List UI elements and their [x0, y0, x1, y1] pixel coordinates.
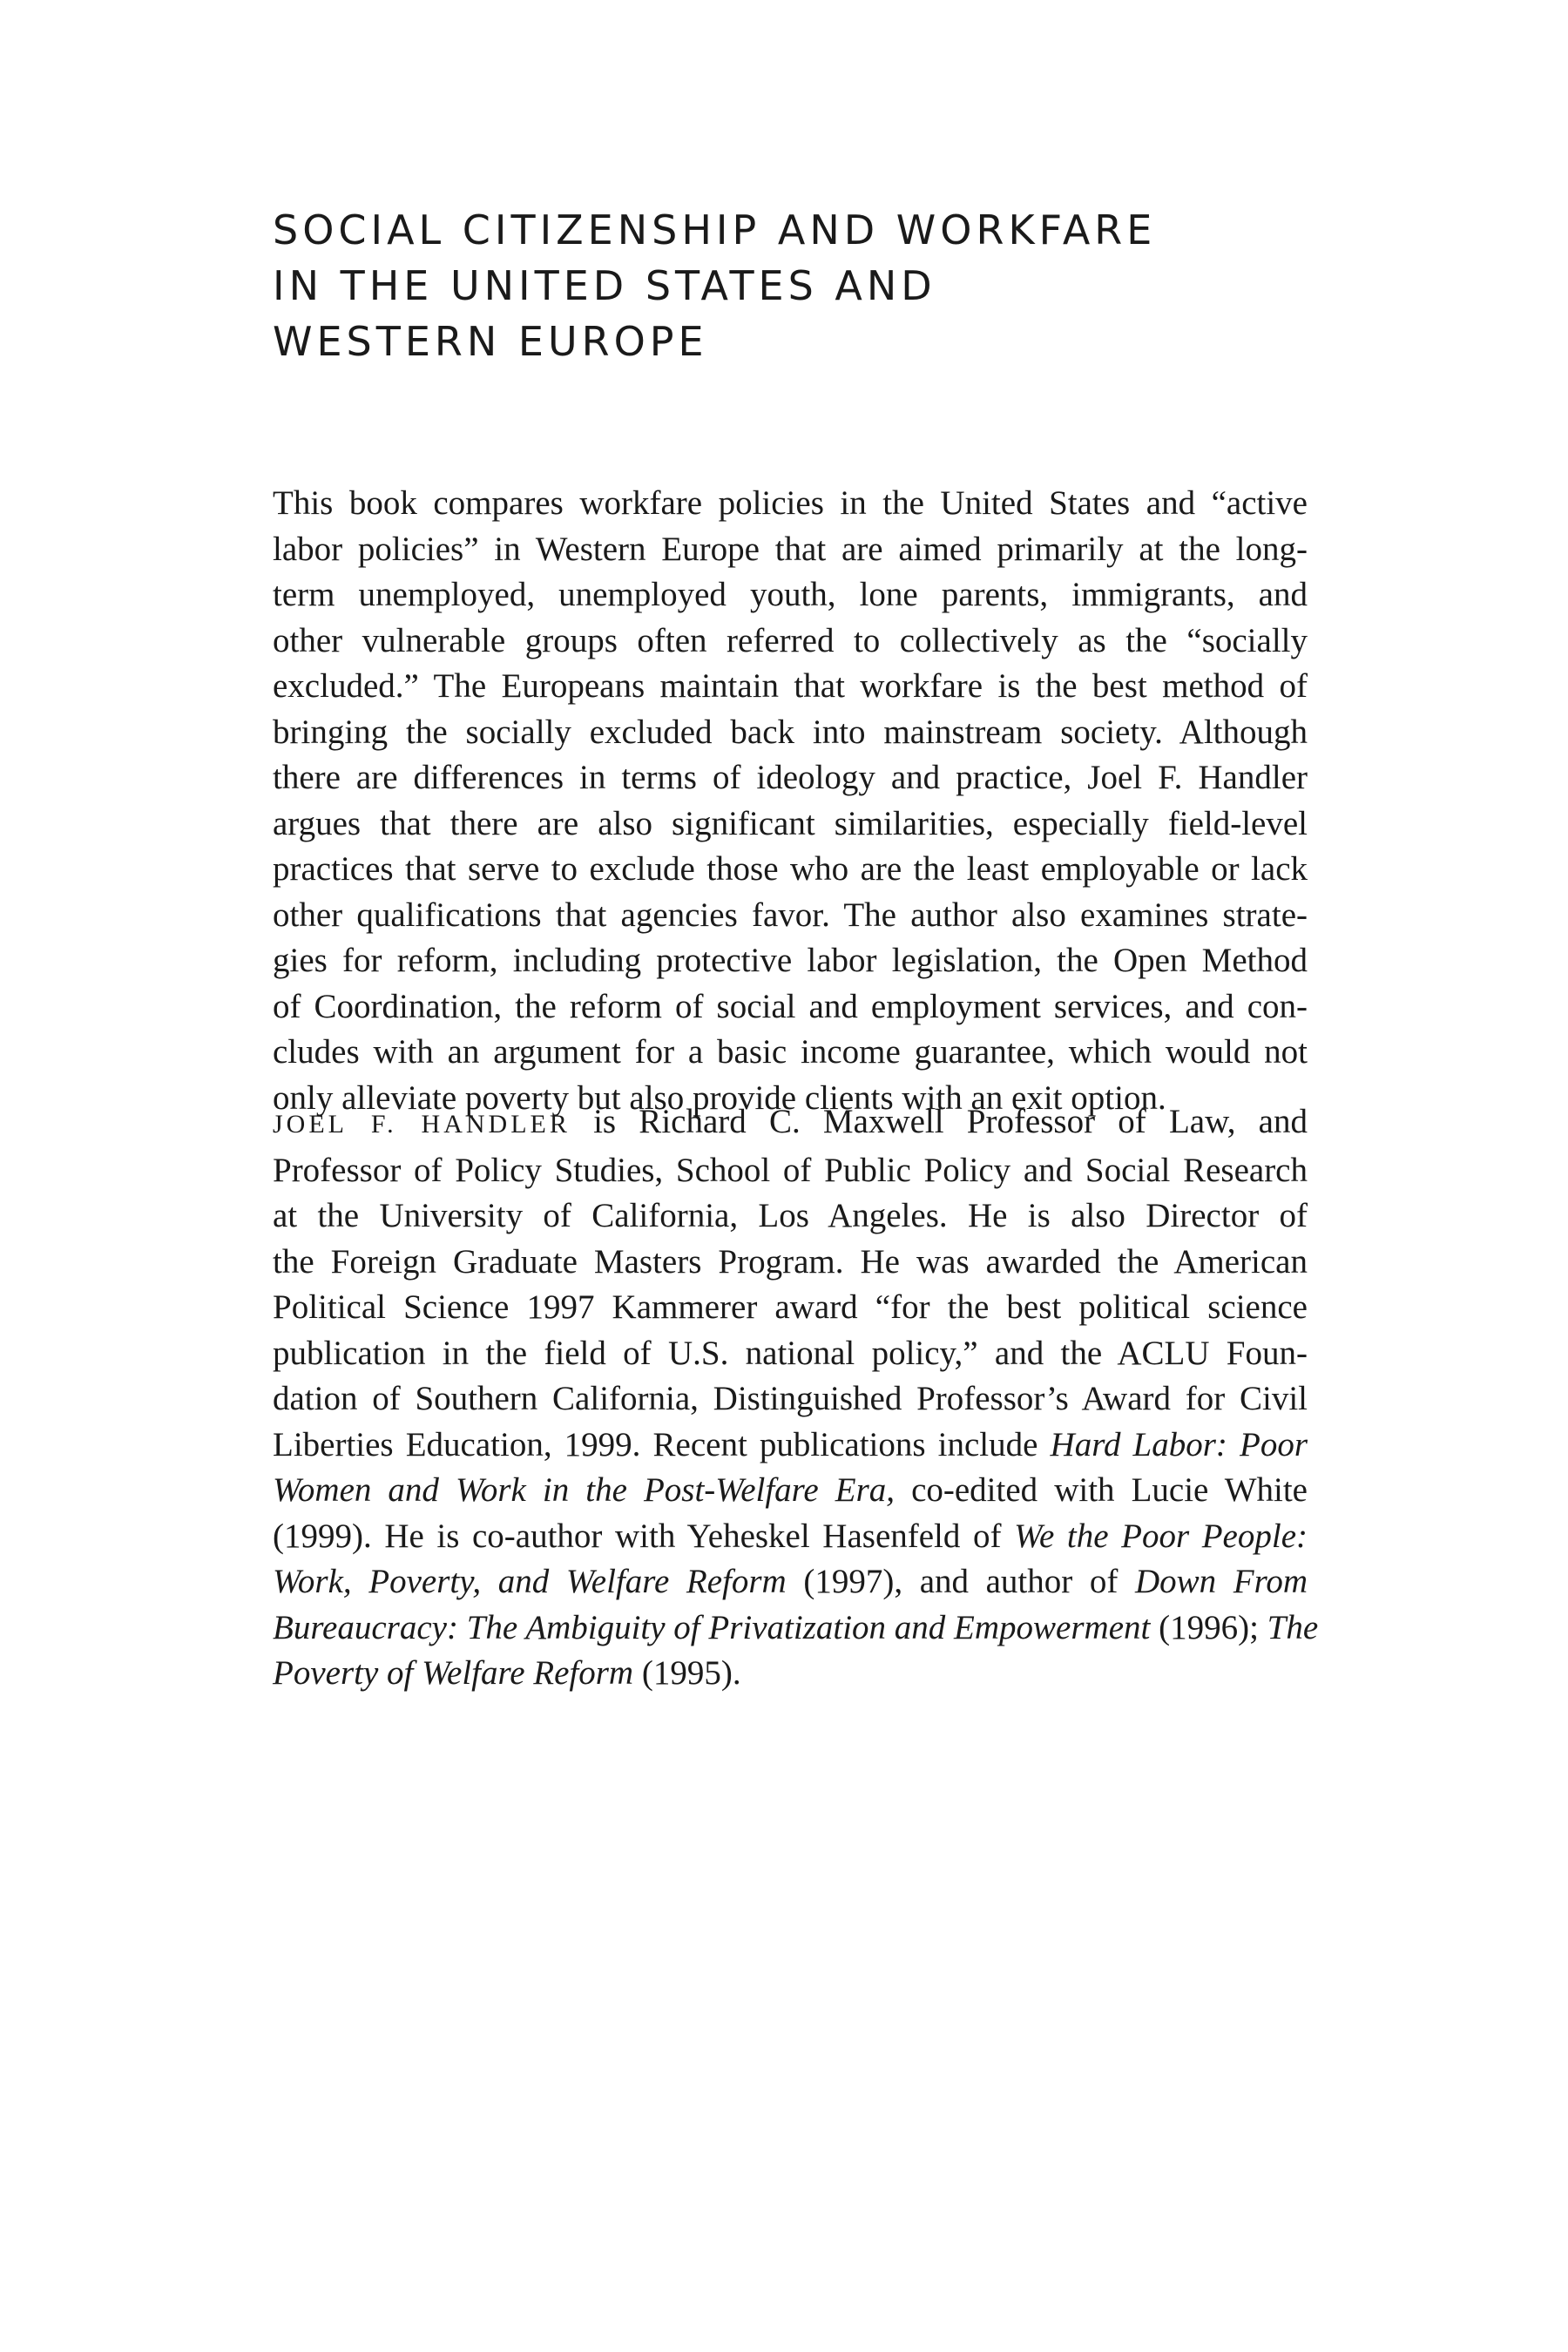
description-line: other qualifications that agencies favor. The author also examines strate-: [273, 896, 1308, 934]
description-line: term unemployed, unemployed youth, lone parents, immigrants, and: [273, 576, 1308, 613]
publication-title: Poverty of Welfare Reform: [273, 1654, 634, 1692]
book-title-line-1: SOCIAL CITIZENSHIP AND WORKFARE: [273, 206, 1157, 253]
description-line: other vulnerable groups often referred to collectively as the “socially: [273, 621, 1308, 659]
author-bio: [273, 1099, 1319, 1697]
bio-line: Professor of Policy Studies, School of Public Policy and Social Research: [273, 1151, 1308, 1189]
description-line: This book compares workfare policies in the United States and “active: [273, 484, 1308, 522]
publication-title: Women and Work in the Post-Welfare Era,: [273, 1471, 896, 1509]
description-line: there are differences in terms of ideology and practice, Joel F. Handler: [273, 759, 1308, 796]
bio-line: at the University of California, Los Angeles. He is also Director of: [273, 1197, 1308, 1234]
bio-text: (1997), and author of: [786, 1563, 1135, 1600]
author-name: JOEL F. HANDLER: [273, 1110, 571, 1139]
bio-line: [273, 1099, 1308, 1148]
description-line: practices that serve to exclude those who are the least employable or lack: [273, 850, 1308, 888]
publication-title: We the Poor People:: [1014, 1517, 1308, 1555]
bio-text: is Richard C. Maxwell Professor of Law, and: [570, 1103, 1308, 1140]
bio-line: [273, 1651, 1308, 1697]
bio-line: the Foreign Graduate Masters Program. He was awarded the American: [273, 1242, 1308, 1281]
publication-title: Hard Labor: Poor: [1050, 1425, 1308, 1463]
publication-title: Down From: [1134, 1563, 1308, 1600]
bio-text: co-edited with Lucie White: [895, 1471, 1308, 1509]
book-title: [273, 202, 1318, 369]
bio-line: [273, 1423, 1308, 1469]
description-line: bringing the socially excluded back into mainstream society. Although: [273, 713, 1308, 751]
description-line: argues that there are also significant similarities, especially field-level: [273, 804, 1308, 842]
publication-title: Bureaucracy: The Ambiguity of Privatization and Empowerment: [273, 1608, 1151, 1646]
bio-line: publication in the field of U.S. national policy,” and the ACLU Foun-: [273, 1334, 1308, 1372]
description-line: only alleviate poverty but also provide clients with an exit option.: [273, 1078, 1166, 1117]
description-line: cludes with an argument for a basic income guarantee, which would not: [273, 1033, 1308, 1071]
bio-line: [273, 1514, 1308, 1560]
publication-title: The: [1267, 1608, 1319, 1646]
bio-line: [273, 1559, 1308, 1605]
bio-text: (1999). He is co-author with Yeheskel Hasenfeld of: [273, 1517, 1015, 1555]
description-line: excluded.” The Europeans maintain that workfare is the best method of: [273, 667, 1308, 705]
bio-line: dation of Southern California, Distinguished Professor’s Award for Civil: [273, 1380, 1308, 1417]
book-title-line-3: WESTERN EUROPE: [273, 318, 708, 365]
description-line: labor policies” in Western Europe that are aimed primarily at the long-: [273, 530, 1308, 568]
bio-line: Political Science 1997 Kammerer award “for the best political science: [273, 1288, 1308, 1326]
book-description: [273, 481, 1308, 1121]
bio-line: [273, 1468, 1308, 1514]
description-line: gies for reform, including protective labor legislation, the Open Method: [273, 942, 1308, 979]
bio-text: (1996);: [1150, 1608, 1267, 1646]
bio-line: [273, 1605, 1319, 1652]
publication-title: Work, Poverty, and Welfare Reform: [273, 1563, 787, 1600]
bio-text: Liberties Education, 1999. Recent publications include: [273, 1425, 1051, 1463]
book-title-line-2: IN THE UNITED STATES AND: [273, 262, 936, 309]
description-line: of Coordination, the reform of social and employment services, and con-: [273, 987, 1308, 1025]
bio-text: (1995).: [633, 1654, 741, 1692]
